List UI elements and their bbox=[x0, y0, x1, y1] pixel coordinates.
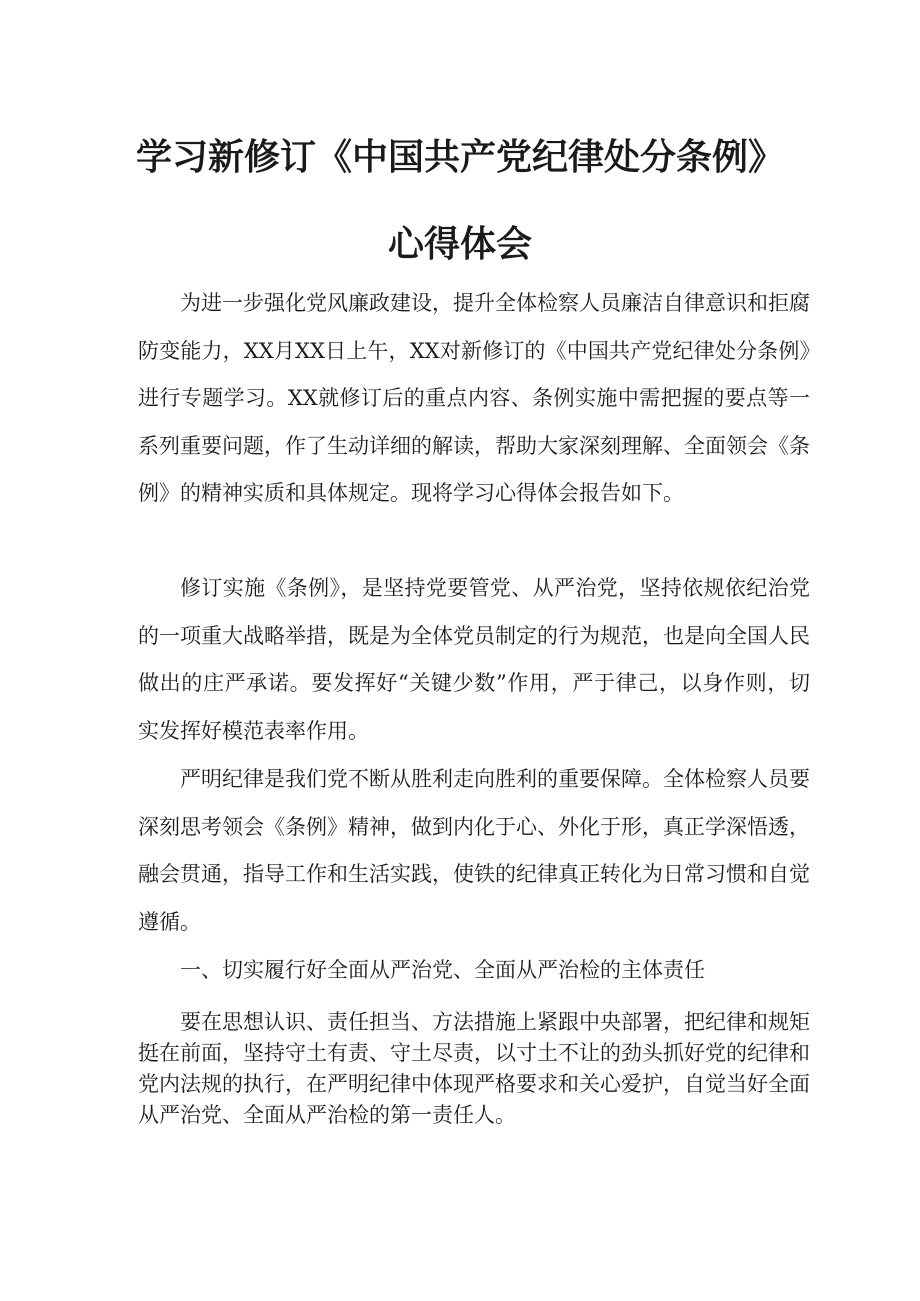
document-title-line1: 学习新修订《中国共产党纪律处分条例》 bbox=[135, 137, 784, 178]
paragraph: 严明纪律是我们党不断从胜利走向胜利的重要保障。全体检察人员要深刻思考领会《条例》精神，做到内化于心、外化于形，真正学深悟透，融会贯通，指导工作和生活实践，使铁的纪律真正转化为日常习惯和自觉遵循。 bbox=[138, 767, 810, 934]
paragraph-responsibility bbox=[138, 1007, 810, 1131]
paragraph-intro bbox=[138, 280, 810, 518]
paragraph-regulation bbox=[138, 565, 810, 755]
paragraph: 为进一步强化党风廉政建设，提升全体检察人员廉洁自律意识和拒腐防变能力，XX月XX日上午，XX对新修订的《中国共产党纪律处分条例》进行专题学习。XX就修订后的重点内容、条例实施中需把握的要点等一系列重要问题，作了生动详细的解读，帮助大家深刻理解、全面领会《条例》的精神实质和具体规定。现将学习心得体会报告如下。 bbox=[138, 291, 810, 505]
document-title-line2: 心得体会 bbox=[387, 224, 532, 265]
paragraph: 要在思想认识、责任担当、方法措施上紧跟中央部署，把纪律和规矩挺在前面，坚持守土有责、守土尽责，以寸土不让的劲头抓好党的纪律和党内法规的执行，在严明纪律中体现严格要求和关心爱护，自觉当好全面从严治党、全面从严治检的第一责任人。 bbox=[138, 1010, 810, 1127]
paragraph: 修订实施《条例》，是坚持党要管党、从严治党，坚持依规依纪治党的一项重大战略举措，既是为全体党员制定的行为规范，也是向全国人民做出的庄严承诺。要发挥好“关键少数”作用，严于律己，以身作则，切实发挥好模范表率作用。 bbox=[138, 576, 810, 743]
paragraph-discipline bbox=[138, 756, 810, 946]
section-heading-1 bbox=[138, 947, 810, 995]
section-heading: 一、切实履行好全面从严治党、全面从严治检的主体责任 bbox=[180, 958, 705, 982]
